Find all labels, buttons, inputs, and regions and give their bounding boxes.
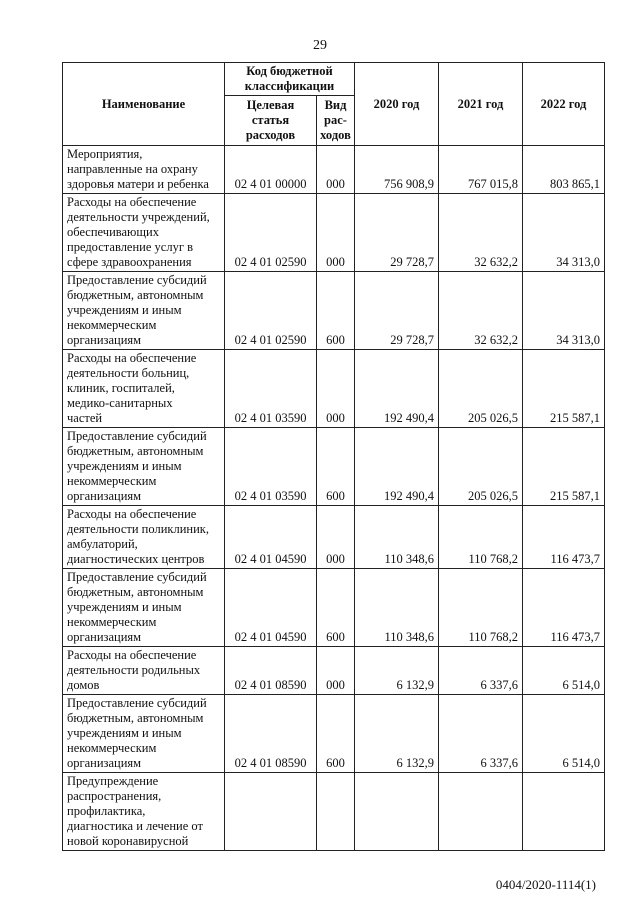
row-value-2020: 6 132,9 [355, 647, 439, 695]
row-value-2021: 205 026,5 [439, 350, 523, 428]
row-name-line: бюджетным, автономным [67, 288, 204, 302]
table-row [63, 506, 605, 569]
row-name-line: обеспечивающих [67, 225, 159, 239]
row-value-2020: 29 728,7 [355, 272, 439, 350]
header-2022: 2022 год [523, 63, 605, 146]
row-target-code: 02 4 01 03590 [225, 350, 317, 428]
table-row [63, 428, 605, 506]
row-value-2022: 215 587,1 [523, 428, 605, 506]
row-expense-kind: 000 [317, 506, 355, 569]
row-name-line: амбулаторий, [67, 537, 138, 551]
row-value-2020: 110 348,6 [355, 569, 439, 647]
row-target-code: 02 4 01 08590 [225, 647, 317, 695]
row-value-2020: 110 348,6 [355, 506, 439, 569]
row-name-line: профилактика, [67, 804, 146, 818]
row-name [63, 647, 225, 695]
table-row [63, 194, 605, 272]
row-value-2020: 6 132,9 [355, 695, 439, 773]
row-value-2022: 34 313,0 [523, 272, 605, 350]
row-name-line: Предоставление субсидий [67, 429, 207, 443]
row-name-line: диагностика и лечение от [67, 819, 203, 833]
row-value-2022: 215 587,1 [523, 350, 605, 428]
table-body [63, 146, 605, 851]
row-name-line: некоммерческим [67, 615, 157, 629]
header-2021: 2021 год [439, 63, 523, 146]
row-target-code: 02 4 01 03590 [225, 428, 317, 506]
row-target-code: 02 4 01 00000 [225, 146, 317, 194]
row-expense-kind: 600 [317, 428, 355, 506]
row-name-line: здоровья матери и ребенка [67, 177, 209, 191]
row-name-line: учреждениям и иным [67, 459, 182, 473]
row-value-2020: 192 490,4 [355, 350, 439, 428]
row-name-line: предоставление услуг в [67, 240, 193, 254]
table-row [63, 146, 605, 194]
row-name-line: деятельности родильных [67, 663, 201, 677]
row-name-line: учреждениям и иным [67, 303, 182, 317]
row-name-line: новой коронавирусной [67, 834, 189, 848]
row-value-2020 [355, 773, 439, 851]
row-name-line: Расходы на обеспечение [67, 507, 197, 521]
row-name-line: медико-санитарных [67, 396, 173, 410]
row-value-2021: 205 026,5 [439, 428, 523, 506]
row-name-line: Предоставление субсидий [67, 273, 207, 287]
row-value-2022: 6 514,0 [523, 695, 605, 773]
row-expense-kind: 600 [317, 569, 355, 647]
row-name-line: Расходы на обеспечение [67, 351, 197, 365]
header-kind: Вид рас-ходов [317, 96, 355, 146]
row-name [63, 695, 225, 773]
row-name-line: организациям [67, 333, 142, 347]
table-row [63, 695, 605, 773]
header-name: Наименование [63, 63, 225, 146]
row-value-2022 [523, 773, 605, 851]
row-value-2021 [439, 773, 523, 851]
row-name-line: Мероприятия, [67, 147, 143, 161]
row-name-line: направленные на охрану [67, 162, 198, 176]
table-row [63, 272, 605, 350]
row-name-line: распространения, [67, 789, 162, 803]
header-target: Целевая статья расходов [225, 96, 317, 146]
row-name [63, 350, 225, 428]
row-name-line: домов [67, 678, 100, 692]
row-name-line: организациям [67, 630, 142, 644]
row-name-line: бюджетным, автономным [67, 711, 204, 725]
row-name-line: бюджетным, автономным [67, 444, 204, 458]
row-value-2021: 6 337,6 [439, 647, 523, 695]
row-value-2021: 6 337,6 [439, 695, 523, 773]
row-expense-kind [317, 773, 355, 851]
row-target-code: 02 4 01 08590 [225, 695, 317, 773]
row-name-line: Предоставление субсидий [67, 570, 207, 584]
row-name-line: деятельности поликлиник, [67, 522, 209, 536]
row-target-code: 02 4 01 04590 [225, 569, 317, 647]
row-name [63, 506, 225, 569]
row-value-2022: 34 313,0 [523, 194, 605, 272]
row-value-2021: 110 768,2 [439, 506, 523, 569]
row-value-2021: 767 015,8 [439, 146, 523, 194]
row-name-line: бюджетным, автономным [67, 585, 204, 599]
row-name [63, 272, 225, 350]
row-value-2020: 192 490,4 [355, 428, 439, 506]
row-name-line: некоммерческим [67, 741, 157, 755]
table-row [63, 647, 605, 695]
row-name [63, 569, 225, 647]
table-row [63, 569, 605, 647]
row-expense-kind: 600 [317, 695, 355, 773]
document-code: 0404/2020-1114(1) [495, 877, 596, 892]
row-name-line: сфере здравоохранения [67, 255, 192, 269]
row-name-line: диагностических центров [67, 552, 205, 566]
budget-table [62, 62, 605, 851]
row-expense-kind: 000 [317, 350, 355, 428]
row-name-line: Расходы на обеспечение [67, 195, 197, 209]
row-name-line: Предупреждение [67, 774, 159, 788]
row-name-line: деятельности больниц, [67, 366, 190, 380]
table-row [63, 773, 605, 851]
row-name-line: частей [67, 411, 103, 425]
row-value-2022: 116 473,7 [523, 506, 605, 569]
row-name-line: Расходы на обеспечение [67, 648, 197, 662]
row-name [63, 146, 225, 194]
row-value-2020: 756 908,9 [355, 146, 439, 194]
header-2020: 2020 год [355, 63, 439, 146]
table-row [63, 350, 605, 428]
row-name-line: учреждениям и иным [67, 600, 182, 614]
row-name-line: организациям [67, 756, 142, 770]
row-name-line: Предоставление субсидий [67, 696, 207, 710]
row-target-code: 02 4 01 02590 [225, 272, 317, 350]
row-name [63, 773, 225, 851]
row-value-2022: 803 865,1 [523, 146, 605, 194]
row-name-line: учреждениям и иным [67, 726, 182, 740]
row-name [63, 428, 225, 506]
row-expense-kind: 000 [317, 146, 355, 194]
row-value-2021: 32 632,2 [439, 272, 523, 350]
row-expense-kind: 000 [317, 194, 355, 272]
header-kbk: Код бюджетной классификации [225, 63, 355, 96]
row-target-code: 02 4 01 02590 [225, 194, 317, 272]
row-name-line: клиник, госпиталей, [67, 381, 175, 395]
row-value-2022: 116 473,7 [523, 569, 605, 647]
row-name-line: деятельности учреждений, [67, 210, 210, 224]
row-name-line: некоммерческим [67, 318, 157, 332]
row-name-line: некоммерческим [67, 474, 157, 488]
row-value-2021: 110 768,2 [439, 569, 523, 647]
row-expense-kind: 600 [317, 272, 355, 350]
row-expense-kind: 000 [317, 647, 355, 695]
row-target-code [225, 773, 317, 851]
row-value-2021: 32 632,2 [439, 194, 523, 272]
row-value-2022: 6 514,0 [523, 647, 605, 695]
row-name-line: организациям [67, 489, 142, 503]
row-target-code: 02 4 01 04590 [225, 506, 317, 569]
row-value-2020: 29 728,7 [355, 194, 439, 272]
page-number: 29 [313, 38, 327, 53]
row-name [63, 194, 225, 272]
